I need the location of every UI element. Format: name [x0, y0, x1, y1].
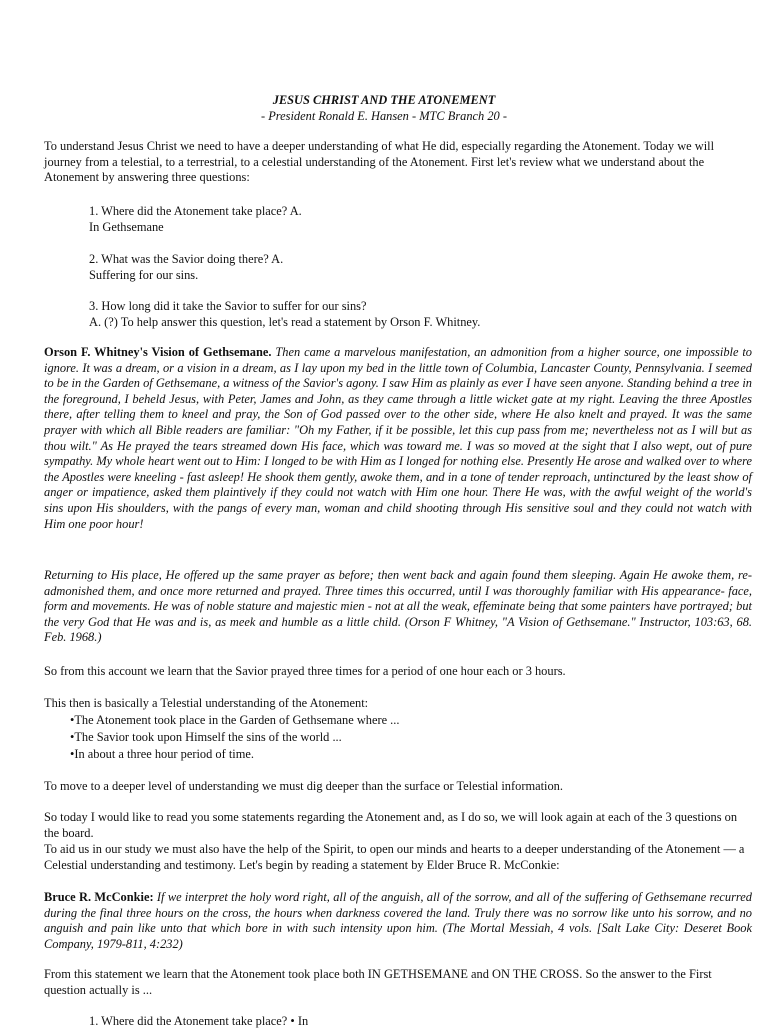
answer-text: In Gethsemane — [89, 219, 164, 234]
whitney-vision-paragraph-2: Returning to His place, He offered up the same prayer as before; then went back and again found them sleeping. Again He awoke them, re-admonished them, and once more returned and prayed. Three times this occurred, until I was thoroughly familiar with His appearance- face, form and movements. He was of noble stature and majestic mien - not at all the weak, effeminate being that some painters have portrayed; but the very God that He was and is, as meek and humble as a little child. (Orson F Whitney, "A Vision of Gethsemane." Instructor, 103:63, 68. Feb. 1968.) — [44, 568, 752, 645]
question-3 — [89, 299, 689, 330]
mcconkie-quote-paragraph — [44, 890, 752, 952]
question-text: 3. How long did it take the Savior to suffer for our sins? — [89, 299, 367, 313]
intro-paragraph: To understand Jesus Christ we need to have a deeper understanding of what He did, especially regarding the Atonement. Today we will journey from a telestial, to a terrestrial, to a celestial understanding of the Atonement. First let's review what we understand about the Atonement by answering three questions: — [44, 139, 715, 185]
bullet-item: •In about a three hour period of time. — [70, 747, 254, 761]
answer-text: A. (?) To help answer this question, let's read a statement by Orson F. Whitney. — [89, 314, 481, 329]
bullet-item: •The Savior took upon Himself the sins of the world ... — [70, 730, 342, 744]
spirit-aid-paragraph: To aid us in our study we must also have the help of the Spirit, to open our minds and hearts to a deeper understanding of the Atonement — a Celestial understanding and testimony. Let's begin by reading a statement by Elder Bruce R. McConkie: — [44, 842, 745, 872]
bullet-item: •The Atonement took place in the Garden of Gethsemane where ... — [70, 713, 400, 727]
whitney-vision-paragraph — [44, 345, 752, 532]
question-text: 2. What was the Savior doing there? A. — [89, 252, 284, 266]
whitney-text-1: Then came a marvelous manifestation, an admonition from a higher source, one impossible to ignore. It was a dream, or a vision in a dream, as I lay upon my bed in the little town of Columbia, Lancaster County, Pennsylvania. I seemed to be in the Garden of Gethsemane, a witness of the Savior's agony. I saw Him as plainly as ever I have seen anyone. Standing behind a tree in the foreground, I beheld Jesus, with Peter, James and John, as they came through a little wicket gate at my right. Leaving the three Apostles there, after telling them to kneel and pray, the Son of God passed over to the other side, where He also knelt and prayed. It was the same prayer with which all Bible readers are familiar: "Oh my Father, if it be possible, let this cup pass from me; nevertheless not as I will but as thou wilt." As He prayed the tears streamed down His face, which was toward me. I was so moved at the sight that I also wept, out of pure sympathy. My whole heart went out to Him: I longed to be with Him as I longed for nothing else. Presently He arose and walked over to where the Apostles were kneeling - fast asleep! He shook them gently, awoke them, and in a tone of tender reproach, untinctured by the least show of anger or impatience, asked them plaintively if they could not watch with Him one hour. There He was, with the awful weight of the world's sins upon His shoulders, with the pangs of every man, woman and child shooting through His sensitive soul and they could not watch with Him one poor hour! — [44, 345, 752, 531]
question-1-repeat: 1. Where did the Atonement take place? • In — [89, 1014, 309, 1028]
telestial-intro: This then is basically a Telestial understanding of the Atonement: — [44, 696, 369, 710]
conclusion-paragraph: From this statement we learn that the Atonement took place both IN GETHSEMANE and ON THE CROSS. So the answer to the First question actually is ... — [44, 967, 712, 997]
deeper-level-paragraph: To move to a deeper level of understanding we must dig deeper than the surface or Telestial information. — [44, 779, 563, 793]
question-text: 1. Where did the Atonement take place? A. — [89, 204, 302, 218]
today-paragraph: So today I would like to read you some statements regarding the Atonement and, as I do so, we will look again at each of the 3 questions on the board. — [44, 810, 738, 840]
telestial-bullet-list — [70, 712, 710, 763]
answer-text: Suffering for our sins. — [89, 267, 199, 282]
document-title: JESUS CHRIST AND THE ATONEMENT — [272, 93, 496, 107]
account-summary: So from this account we learn that the Savior prayed three times for a period of one hour each or 3 hours. — [44, 664, 566, 678]
question-1 — [89, 204, 689, 235]
mcconkie-heading: Bruce R. McConkie: — [44, 890, 154, 904]
question-2 — [89, 252, 689, 283]
whitney-heading: Orson F. Whitney's Vision of Gethsemane. — [44, 345, 272, 359]
document-subtitle: - President Ronald E. Hansen - MTC Branch 20 - — [261, 109, 507, 123]
mcconkie-text: If we interpret the holy word right, all of the anguish, all of the sorrow, and all of the suffering of Gethsemane recurred during the final three hours on the cross, the hours when darkness covered the land. Truly there was no sorrow like unto his sorrow, and no anguish and pain like unto that which bore in with such intensity upon him. (The Mortal Messiah, 4 vols. [Salt Lake City: Deseret Book Company, 1979-811, 4:232) — [44, 890, 752, 951]
